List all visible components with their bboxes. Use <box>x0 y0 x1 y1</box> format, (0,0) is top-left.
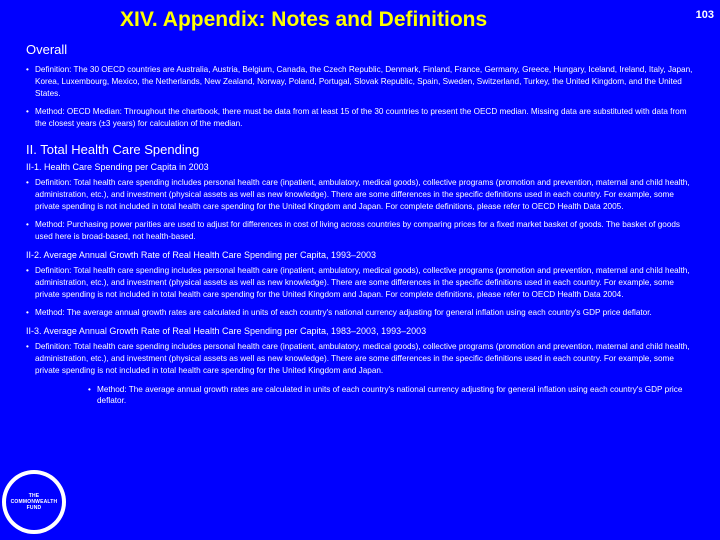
subsection-title: II-3. Average Annual Growth Rate of Real Health Care Spending per Capita, 1983–2003, 1993–2003 <box>26 326 427 337</box>
definition-bullet: • Definition: Total health care spending includes personal health care (inpatient, ambulatory, medical goods), collective programs (promotion and prevention, maternal and child health, administration, etc.), and investment (physical assets as well as new knowledge). There are some differences in the specific definitions used in each country. For example, some private spending is not included in total health care spending for the United Kingdom and Japan. For complete definitions, please refer to OECD Health Data 2005. <box>26 177 700 212</box>
overall-heading: Overall <box>26 42 68 57</box>
section-heading: II. Total Health Care Spending <box>26 141 200 157</box>
page-number: 103 <box>695 9 714 21</box>
logo-seal <box>6 474 62 530</box>
page-title: XIV. Appendix: Notes and Definitions <box>120 8 488 31</box>
definition-bullet: • Definition: Total health care spending includes personal health care (inpatient, ambulatory, medical goods), collective programs (promotion and prevention, maternal and child health, administration, etc.), and investment (physical assets as well as new knowledge). There are some differences in the specific definitions used in each country. For example, some private spending is not included in total health care spending for the United Kingdom and Japan. For complete definitions, please refer to OECD Health Data 2004. <box>26 265 700 300</box>
logo-text-line: FUND <box>26 505 42 511</box>
subsection-title: II-2. Average Annual Growth Rate of Real Health Care Spending per Capita, 1993–2003 <box>26 249 377 260</box>
overall-method-bullet: • Method: OECD Median: Throughout the chartbook, there must be data from at least 15 of the 30 countries to present the OECD median. Missing data are substituted with data from the closest years (±3 years) for calculation of the median. <box>26 106 700 130</box>
logo-text-line: COMMONWEALTH <box>10 499 58 505</box>
commonwealth-fund-logo <box>2 470 66 534</box>
document-body <box>26 42 700 414</box>
header <box>0 8 720 38</box>
overall-definition-bullet: • Definition: The 30 OECD countries are Australia, Austria, Belgium, Canada, the Czech Republic, Denmark, Finland, France, Germany, Greece, Hungary, Iceland, Ireland, Italy, Japan, Korea, Luxembourg, Mexico, the Netherlands, New Zealand, Norway, Poland, Portugal, Slovak Republic, Spain, Sweden, Switzerland, Turkey, the United Kingdom, and the United States. <box>26 64 700 99</box>
logo-text-line: THE <box>28 493 40 499</box>
definition-bullet: • Definition: Total health care spending includes personal health care (inpatient, ambulatory, medical goods), collective programs (promotion and prevention, maternal and child health, administration, etc.), and investment (physical assets as well as new knowledge). There are some differences in the specific definitions used in each country. For example, some private spending is not included in total health care spending for the United Kingdom and Japan. <box>26 341 700 376</box>
method-bullet: • Method: Purchasing power parities are used to adjust for differences in cost of living across countries by comparing prices for a fixed market basket of goods. The basket of goods used here is broad-based, not health-based. <box>26 219 700 243</box>
subsection-title: II-1. Health Care Spending per Capita in 2003 <box>26 161 209 172</box>
method-bullet: • Method: The average annual growth rates are calculated in units of each country's national currency adjusting for general inflation using each country's GDP price deflator. <box>88 384 700 408</box>
method-bullet: • Method: The average annual growth rates are calculated in units of each country's national currency adjusting for general inflation using each country's GDP price deflator. <box>26 307 700 319</box>
